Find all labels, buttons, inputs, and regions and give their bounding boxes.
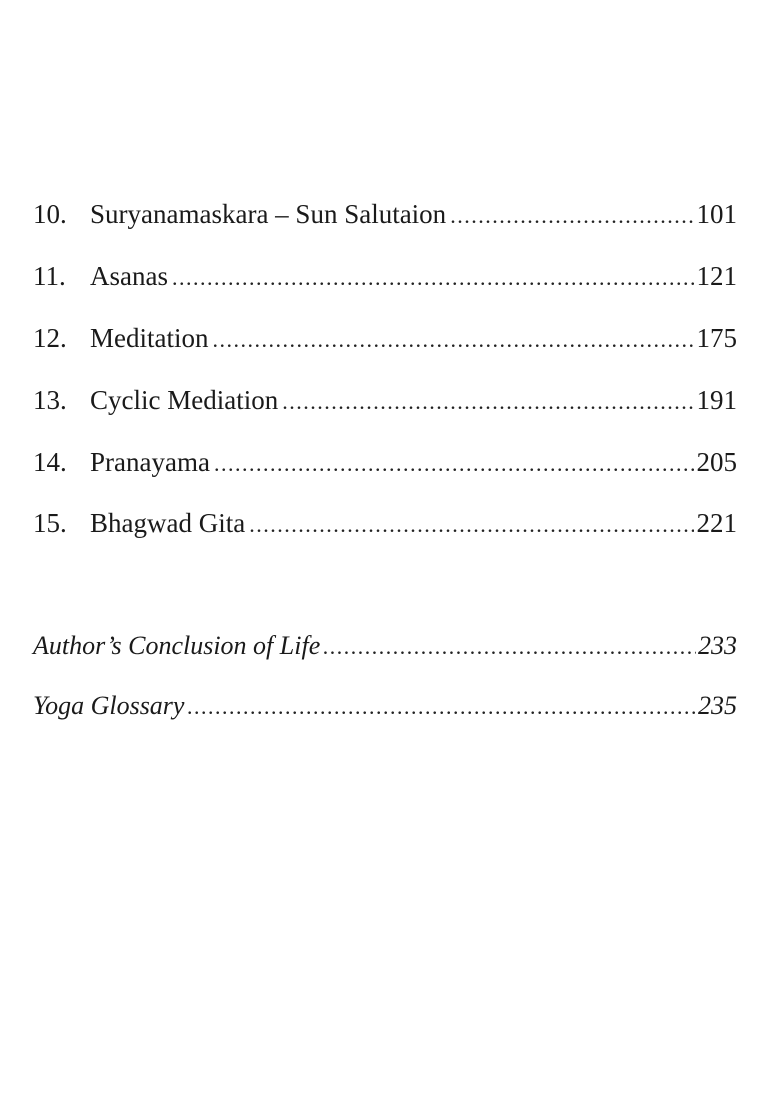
chapter-number: 10. (33, 199, 67, 229)
toc-entry-chapter-13 (33, 384, 737, 418)
chapter-title: Suryanamaskara – Sun Salutaion (90, 199, 447, 229)
chapter-title: Bhagwad Gita (90, 508, 246, 538)
chapter-title: Pranayama (90, 447, 210, 477)
toc-entry-chapter-10 (33, 198, 737, 232)
toc-entry-authors-conclusion (33, 630, 737, 663)
chapter-number: 15. (33, 508, 67, 538)
dot-leader (187, 691, 696, 723)
section-title: Yoga Glossary (33, 691, 185, 720)
dot-leader (450, 200, 693, 232)
chapter-number: 12. (33, 323, 67, 353)
page-number: 205 (696, 447, 737, 477)
toc-entry-chapter-11 (33, 260, 737, 294)
dot-leader (249, 509, 693, 541)
chapter-title: Asanas (90, 261, 168, 291)
chapter-number: 14. (33, 447, 67, 477)
page-number: 191 (696, 385, 737, 415)
dot-leader (282, 386, 693, 418)
chapter-title: Meditation (90, 323, 209, 353)
chapter-number: 13. (33, 385, 67, 415)
dot-leader (214, 448, 694, 480)
toc-entry-chapter-14 (33, 446, 737, 480)
page-number: 101 (696, 199, 737, 229)
section-title: Author’s Conclusion of Life (33, 631, 321, 660)
page-number: 235 (698, 691, 737, 720)
page-number: 121 (696, 261, 737, 291)
toc-entry-chapter-12 (33, 322, 737, 356)
page-number: 233 (698, 631, 737, 660)
dot-leader (172, 262, 694, 294)
page-number: 221 (696, 508, 737, 538)
dot-leader (212, 324, 693, 356)
dot-leader (323, 631, 696, 663)
toc-entry-yoga-glossary (33, 690, 737, 723)
chapter-number: 11. (33, 261, 66, 291)
chapter-title: Cyclic Mediation (90, 385, 279, 415)
toc-entry-chapter-15 (33, 507, 737, 541)
page-number: 175 (696, 323, 737, 353)
